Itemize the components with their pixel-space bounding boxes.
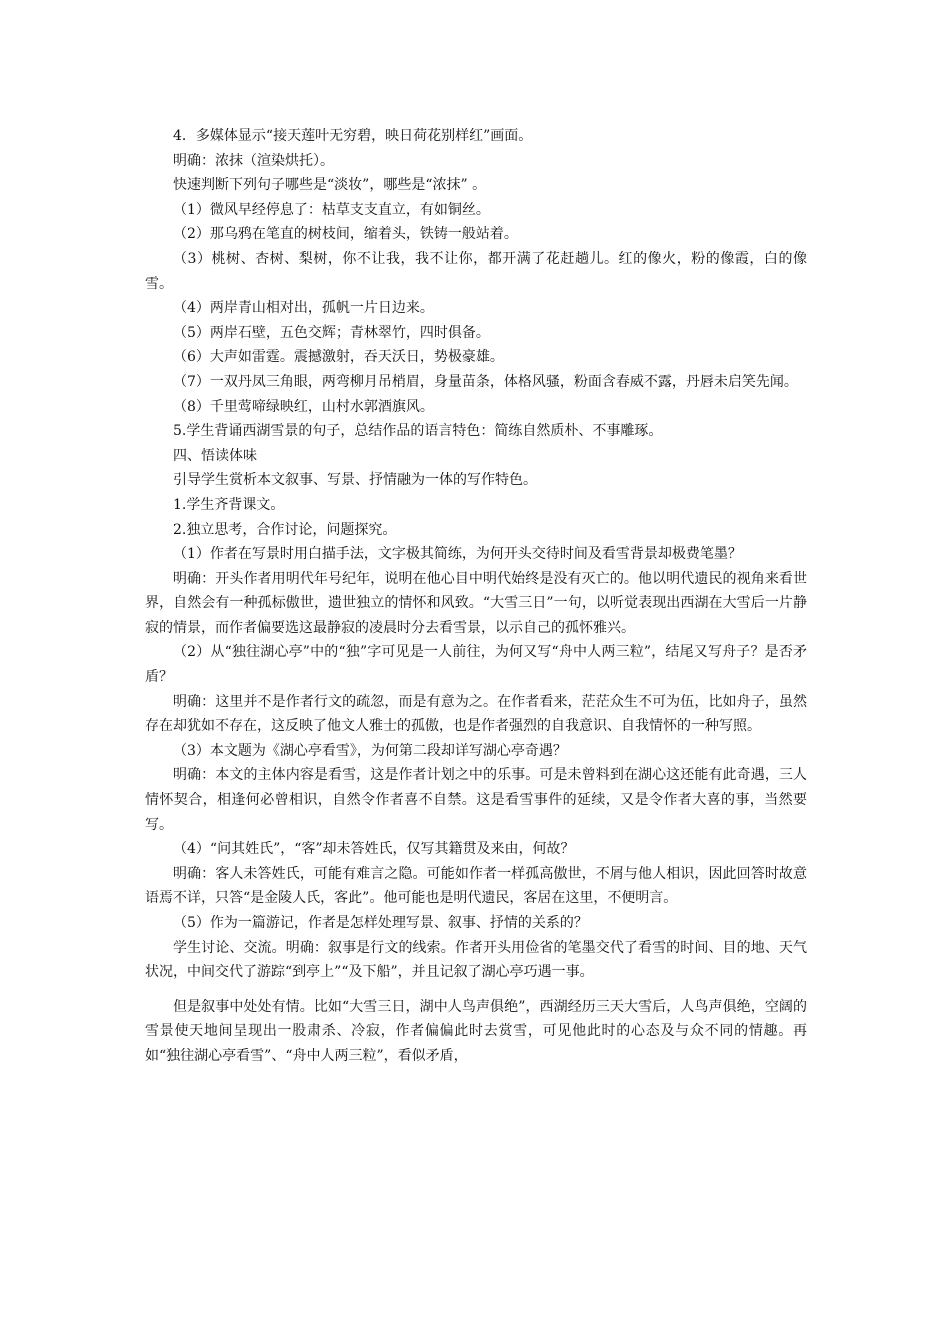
question: （4）“问其姓氏”，“客”却未答姓氏，仅写其籍贯及来由，何故？ (173, 841, 575, 858)
list-item: （1）微风早经停息了：枯草支支直立，有如铜丝。 (173, 201, 490, 218)
question: （5）作为一篇游记，作者是怎样处理写景、叙事、抒情的关系的？ (173, 915, 588, 931)
list-item: （5）两岸石壁，五色交辉；青林翠竹，四时俱备。 (173, 324, 490, 341)
paragraph: 快速判断下列句子哪些是“淡妆”，哪些是“浓抹” 。 (173, 177, 487, 194)
list-item: （3）桃树、杏树、梨树，你不让我，我不让你，都开满了花赶趟儿。红的像火，粉的像霞，白的像雪。 (145, 250, 807, 292)
question: （2）从“独往湖心亭”中的“独”字可见是一人前往，为何又写“舟中人两三粒”，结尾又写舟子？是否矛盾？ (145, 644, 807, 686)
section-heading: 四、悟读体味 (173, 447, 257, 464)
paragraph: 2.独立思考，合作讨论，问题探究。 (173, 521, 397, 538)
answer: 明确：这里并不是作者行文的疏忽，而是有意为之。在作者看来，茫茫众生不可为伍，比如舟子，虽然存在却犹如不存在，这反映了他文人雅士的孤傲，也是作者强烈的自我意识、自我情怀的一种写照。 (145, 693, 807, 735)
list-item: （8）千里莺啼绿映红，山村水郭酒旗风。 (173, 398, 434, 415)
answer: 明确：本文的主体内容是看雪，这是作者计划之中的乐事。可是未曾料到在湖心这还能有此奇遇，三人情怀契合，相逢何必曾相识，自然令作者喜不自禁。这是看雪事件的延续，又是令作者大喜的事，当然要写。 (145, 767, 807, 833)
list-item: （7）一双丹凤三角眼，两弯柳月吊梢眉，身量苗条，体格风骚，粉面含春威不露，丹唇未启笑先闻。 (173, 373, 798, 390)
list-item: （2）那乌鸦在笔直的树枝间，缩着头，铁铸一般站着。 (173, 226, 518, 243)
paragraph: 引导学生赏析本文叙事、写景、抒情融为一体的写作特色。 (173, 472, 537, 489)
answer: 学生讨论、交流。明确：叙事是行文的线索。作者开头用俭省的笔墨交代了看雪的时间、目的地、天气状况，中间交代了游踪“到亭上”“及下船”，并且记叙了湖心亭巧遇一事。 (145, 939, 807, 981)
question: （1）作者在写景时用白描手法，文字极其简练，为何开头交待时间及看雪背景却极费笔墨？ (173, 546, 742, 563)
answer: 明确：客人未答姓氏，可能有难言之隐。可能如作者一样孤高傲世，不屑与他人相识，因此回答时故意语焉不详，只答“是金陵人氏，客此”。他可能也是明代遗民，客居在这里，不便明言。 (145, 865, 807, 907)
question: （3）本文题为《湖心亭看雪》，为何第二段却详写湖心亭奇遇？ (173, 742, 567, 759)
paragraph: 4．多媒体显示“接天莲叶无穷碧，映日荷花别样红”画面。 (173, 128, 533, 144)
paragraph: 5.学生背诵西湖雪景的句子，总结作品的语言特色：简练自然质朴、不事雕琢。 (173, 423, 663, 440)
paragraph: 1.学生齐背课文。 (173, 496, 285, 513)
answer: 明确：开头作者用明代年号纪年，说明在他心目中明代始终是没有灭亡的。他以明代遗民的视角来看世界，自然会有一种孤标傲世，遗世独立的情怀和风致。“大雪三日”一句，以听觉表现出西湖在大雪后一片静寂的情景，而作者偏要选这最静寂的凌晨时分去看雪景，以示自己的孤怀雅兴。 (145, 570, 807, 636)
paragraph: 但是叙事中处处有情。比如“大雪三日，湖中人鸟声俱绝”，西湖经历三天大雪后，人鸟声俱绝，空阔的雪景使天地间呈现出一股肃杀、冷寂，作者偏偏此时去赏雪，可见他此时的心态及与众不同的情趣。再如“独往湖心亭看雪”、“舟中人两三粒”，看似矛盾， (145, 998, 807, 1064)
document-body (145, 124, 807, 1069)
list-item: （6）大声如雷霆。震撼激射，吞天沃日，势极豪雄。 (173, 349, 504, 366)
paragraph: 明确：浓抹（渲染烘托）。 (173, 152, 334, 169)
list-item: （4）两岸青山相对出，孤帆一片日边来。 (173, 300, 434, 317)
